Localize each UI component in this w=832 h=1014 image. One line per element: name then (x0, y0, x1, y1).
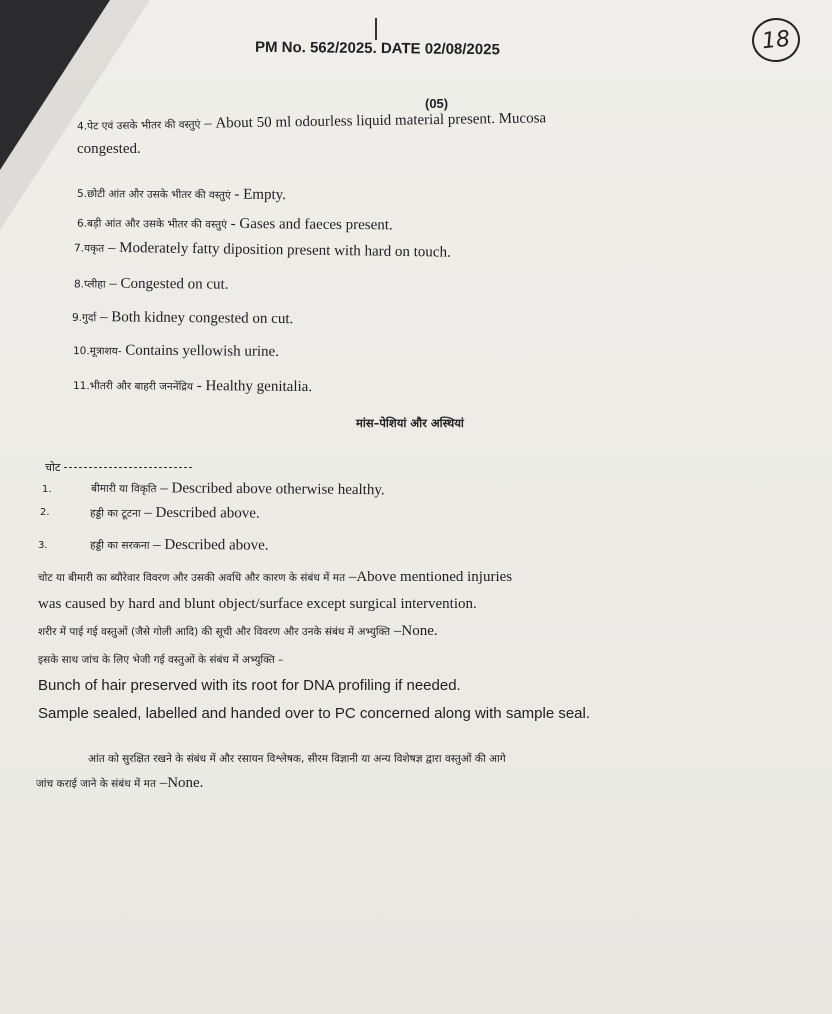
injury-label: बीमारी या विकृति (90, 482, 157, 496)
finding-label: 7.यकृत (73, 242, 105, 255)
finding-continuation: congested. (77, 141, 141, 157)
preservation-row (36, 775, 203, 792)
finding-label: 11.भीतरी और बाहरी जननेंद्रिय (72, 379, 194, 394)
finding-text: - Empty. (234, 186, 287, 204)
opinion-continuation: was caused by hard and blunt object/surface except surgical intervention. (38, 596, 477, 612)
objects-text: –None. (393, 623, 438, 639)
section-subheading: मांस–पेशियां और अस्थियां (356, 416, 464, 430)
finding-row (77, 185, 286, 204)
samples-line: Bunch of hair preserved with its root for DNA profiling if needed. (38, 677, 461, 694)
finding-text: – Both kidney congested on cut. (99, 309, 294, 328)
injury-label: हड्डी का सरकना (89, 539, 150, 552)
injury-row (90, 504, 260, 522)
finding-row (73, 377, 312, 396)
preservation-label: जांच कराई जाने के संबंध में मत (36, 778, 156, 790)
blank-line (64, 467, 192, 468)
pm-number-header: PM No. 562/2025. DATE 02/08/2025 (254, 38, 500, 59)
finding-text: Contains yellowish urine. (125, 342, 280, 360)
samples-line: Sample sealed, labelled and handed over to PC concerned along with sample seal. (38, 705, 591, 722)
preservation-label: आंत को सुरक्षित रखने के संबंध में और रसायन विश्लेषक, सीरम विज्ञानी या अन्य विशेषज्ञ द्वारा वस्तुओं की आगे (88, 753, 506, 765)
opinion-text: –Above mentioned injuries (348, 569, 513, 585)
finding-label: 5.छोटी आंत और उसके भीतर की वस्तुएं (76, 187, 231, 202)
finding-label: 4.पेट एवं उसके भीतर की वस्तुएं (76, 118, 201, 133)
finding-row (77, 215, 393, 235)
finding-label: 9.गुर्दा (71, 311, 97, 325)
preservation-text: –None. (159, 775, 204, 791)
objects-row (38, 623, 438, 640)
injury-heading (45, 458, 192, 476)
finding-label: 10.मूत्राशय- (72, 345, 122, 358)
section-number: (05) (425, 96, 449, 111)
finding-row (74, 275, 229, 293)
finding-text: - Healthy genitalia. (196, 378, 313, 396)
samples-label: इसके साथ जांच के लिए भेजी गई वस्तुओं के संबंध में अभ्युक्ति – (38, 654, 284, 666)
finding-label: 8.प्लीहा (73, 278, 106, 291)
pen-mark (375, 18, 377, 40)
objects-label: शरीर में पाई गई वस्तुओं (जैसे गोली आदि) की सूची और विवरण और उनके संबंध में अभ्युक्ति (38, 626, 391, 638)
opinion-row (38, 569, 512, 586)
injury-text: – Described above. (153, 536, 269, 554)
finding-row (73, 342, 279, 361)
injury-text: – Described above. (144, 504, 260, 522)
injury-number: 2. (40, 507, 50, 518)
page-number-badge: 18 (750, 16, 802, 65)
injury-heading-label: चोट (45, 461, 61, 474)
samples-label-row (38, 651, 283, 668)
finding-text: – About 50 ml odourless liquid material present. Mucosa (204, 110, 547, 132)
finding-text: – Congested on cut. (109, 275, 229, 293)
injury-row (91, 480, 385, 500)
preservation-row (88, 750, 506, 767)
finding-text: - Gases and faeces present. (230, 215, 393, 234)
injury-row (90, 536, 269, 554)
finding-text: – Moderately fatty diposition present with hard on touch. (107, 239, 451, 261)
injury-number: 1. (42, 484, 52, 495)
finding-row (72, 309, 293, 328)
injury-text: – Described above otherwise healthy. (160, 480, 385, 499)
opinion-label: चोट या बीमारी का ब्यौरेवार विवरण और उसकी अवधि और कारण के संबंध में मत (38, 572, 346, 584)
finding-label: 6.बड़ी आंत और उसके भीतर की वस्तुएं (76, 217, 227, 231)
injury-number: 3. (38, 540, 48, 551)
injury-label: हड्डी का टूटना (89, 507, 141, 520)
